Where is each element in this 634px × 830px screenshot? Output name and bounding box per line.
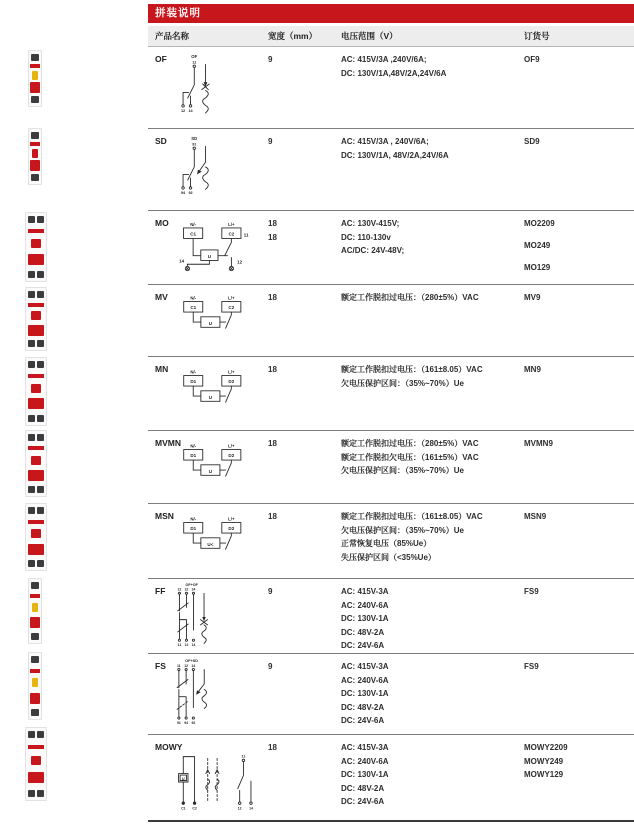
photo-part	[28, 398, 45, 409]
terminal-label: 94	[184, 720, 189, 725]
order-cell: MOWY2209 MOWY249 MOWY129	[524, 743, 568, 779]
photo-part	[32, 71, 38, 80]
terminal-label: 12	[184, 663, 189, 668]
terminal-label: 92	[188, 191, 193, 195]
order-cell: MO2209 MO249 MO129	[524, 219, 555, 272]
terminal-label: 14	[249, 806, 253, 811]
wire-label: L/+	[228, 222, 235, 227]
order-cell: FS9	[524, 662, 539, 671]
product-photo-msn	[25, 503, 47, 571]
table-header	[148, 26, 634, 47]
width-cell: 18	[268, 439, 277, 448]
voltage-cell: AC: 130V-415V; DC: 110-130v AC/DC: 24V-48V;	[341, 219, 405, 255]
wire-label: N/-	[190, 222, 197, 227]
width-cell: 9	[268, 587, 273, 596]
photo-part	[30, 64, 39, 68]
box-label: C2	[228, 231, 235, 237]
terminal-label: 92	[191, 720, 196, 725]
photo-part	[28, 303, 45, 307]
product-cell	[148, 735, 261, 820]
product-name: MSN	[155, 511, 174, 521]
photo-part	[31, 132, 38, 139]
photo-part	[31, 96, 38, 103]
table-row-mvmn	[148, 431, 634, 504]
terminal-label: 12	[237, 806, 242, 811]
photo-part	[28, 772, 45, 783]
terminal-label: 11	[177, 663, 181, 668]
product-name: MO	[155, 218, 169, 228]
width-cell: 9	[268, 137, 273, 146]
product-name: FF	[155, 586, 166, 596]
product-name: MVMN	[155, 438, 181, 448]
photo-part	[30, 160, 39, 171]
circuit-diagram-mn	[174, 367, 262, 407]
product-photo-mv	[25, 287, 47, 351]
terminal-label: 12	[180, 109, 186, 113]
terminal-label: 14	[188, 109, 193, 113]
product-name: FS	[155, 661, 166, 671]
box-label: C2	[228, 305, 235, 311]
box-label: D1	[190, 379, 197, 385]
circuit-diagram-of	[170, 52, 226, 116]
table-row-mowy	[148, 735, 634, 822]
table-row-mo	[148, 211, 634, 285]
photo-part	[31, 709, 38, 716]
width-cell: 18 18	[268, 219, 277, 242]
photo-part	[28, 507, 43, 514]
wire-label: N/-	[190, 369, 197, 375]
photo-part	[31, 656, 38, 663]
product-photo-of	[28, 50, 42, 107]
wire-label: L/+	[228, 295, 235, 301]
photo-part	[28, 434, 43, 441]
width-cell: 9	[268, 55, 273, 64]
table-row-mv	[148, 285, 634, 357]
box-label: U	[181, 776, 185, 781]
box-label: U<	[207, 541, 214, 547]
product-name: MN	[155, 364, 169, 374]
photo-part	[28, 291, 43, 298]
photo-part	[28, 374, 45, 378]
terminal-label: 12	[237, 259, 243, 265]
photo-part	[30, 82, 39, 93]
photo-part	[31, 54, 38, 61]
col-header-width: 宽度（mm）	[268, 31, 318, 41]
box-label: U	[208, 320, 213, 326]
photo-part	[31, 529, 41, 538]
width-cell: 18	[268, 293, 277, 302]
terminal-label: 12	[184, 642, 189, 647]
assembly-table	[148, 4, 634, 822]
photo-part	[32, 678, 38, 687]
voltage-cell: AC: 415V-3A AC: 240V-6A DC: 130V-1A DC: 48V-2A DC: 24V-6A	[341, 662, 389, 725]
photo-part	[30, 594, 39, 598]
terminal-label: 14	[179, 258, 185, 264]
product-photo-mo	[25, 212, 47, 282]
photo-part	[28, 325, 45, 336]
box-label: C1	[190, 305, 197, 311]
order-cell: FS9	[524, 587, 539, 596]
photo-part	[28, 254, 45, 265]
photo-part	[31, 311, 41, 320]
photo-part	[28, 520, 45, 524]
section-title: 拼装说明	[148, 4, 634, 23]
photo-part	[28, 731, 43, 738]
photo-part	[28, 470, 45, 481]
order-cell: SD9	[524, 137, 540, 146]
product-photo-ff	[28, 578, 42, 644]
box-label: D2	[228, 526, 235, 532]
photo-part	[31, 633, 38, 640]
voltage-cell: 额定工作脱扣过电压：（280±5%）VAC 额定工作脱扣欠电压：（161±5%）VAC 欠电压保护区间：（35%~70%）Ue	[341, 439, 479, 475]
product-cell	[148, 285, 261, 356]
voltage-cell: 额定工作脱扣过电压：（280±5%）VAC	[341, 293, 479, 302]
diagram-caption: SD	[191, 135, 198, 141]
circuit-diagram-msn	[174, 514, 262, 554]
order-cell: MN9	[524, 365, 541, 374]
order-cell: MV9	[524, 293, 541, 302]
wire-label: N/-	[190, 516, 197, 522]
photo-part	[28, 446, 45, 450]
table-row-fs	[148, 654, 634, 735]
terminal-label: 11	[241, 754, 246, 759]
box-label: D1	[190, 453, 197, 459]
voltage-cell: 额定工作脱扣过电压：（161±8.05）VAC 欠电压保护区间：（35%~70%）Ue	[341, 365, 483, 388]
box-label: D1	[190, 526, 197, 532]
circuit-diagram-mo	[174, 219, 262, 277]
terminal-label: 22	[184, 587, 189, 592]
product-cell	[148, 579, 261, 653]
circuit-diagram-mowy	[172, 749, 266, 815]
photo-part	[28, 415, 43, 422]
terminal-label: 91	[176, 720, 181, 725]
voltage-cell: 额定工作脱扣过电压：（161±8.05）VAC 欠电压保护区间：（35%~70%）Ue 正常恢复电压（85%Ue） 失压保护区间（<35%Ue）	[341, 512, 483, 562]
terminal-label: C1	[181, 806, 186, 811]
photo-part	[31, 384, 41, 393]
table-row-sd	[148, 129, 634, 211]
box-label: C1	[190, 231, 197, 237]
product-cell	[148, 504, 261, 578]
photo-part	[28, 745, 45, 749]
photo-part	[28, 790, 43, 797]
photo-part	[30, 617, 39, 628]
order-cell: MSN9	[524, 512, 547, 521]
table-row-of	[148, 47, 634, 129]
box-label: D2	[228, 453, 235, 459]
circuit-diagram-mv	[174, 293, 262, 333]
voltage-cell: AC: 415V/3A ,240V/6A; DC: 130V/1A,48V/2A,24V/6A	[341, 55, 447, 78]
box-label: D2	[228, 379, 235, 385]
width-cell: 9	[268, 662, 273, 671]
product-photo-mvmn	[25, 430, 47, 497]
product-cell	[148, 211, 261, 284]
table-row-mn	[148, 357, 634, 431]
terminal-label: 11	[192, 60, 197, 65]
photo-part	[30, 693, 39, 704]
product-photo-mowy	[25, 727, 47, 801]
terminal-label: 94	[180, 191, 186, 195]
product-name: MV	[155, 292, 168, 302]
product-cell	[148, 129, 261, 210]
table-row-msn	[148, 504, 634, 579]
table-row-ff	[148, 579, 634, 654]
circuit-diagram-fs	[168, 656, 226, 732]
product-name: MOWY	[155, 742, 183, 752]
photo-part	[31, 239, 41, 248]
col-header-voltage: 电压范围（V）	[341, 31, 398, 41]
col-header-product: 产品名称	[155, 31, 190, 41]
width-cell: 18	[268, 512, 277, 521]
voltage-cell: AC: 415V-3A AC: 240V-6A DC: 130V-1A DC: 48V-2A DC: 24V-6A	[341, 587, 389, 650]
circuit-diagram-ff	[168, 581, 226, 653]
product-name: SD	[155, 136, 167, 146]
width-cell: 18	[268, 743, 277, 752]
terminal-label: 91	[192, 142, 197, 147]
photo-part	[28, 560, 43, 567]
photo-part	[31, 456, 41, 465]
voltage-cell: AC: 415V-3A AC: 240V-6A DC: 130V-1A DC: 48V-2A DC: 24V-6A	[341, 743, 389, 806]
voltage-cell: AC: 415V/3A , 240V/6A; DC: 130V/1A, 48V/2A,24V/6A	[341, 137, 449, 160]
product-cell	[148, 47, 261, 128]
photo-part	[28, 216, 43, 223]
terminal-label: 14	[191, 642, 196, 647]
product-name: OF	[155, 54, 167, 64]
photo-part	[31, 174, 38, 181]
wire-label: N/-	[190, 443, 197, 449]
product-cell	[148, 654, 261, 734]
terminal-label: 21	[177, 587, 182, 592]
box-label: U	[208, 468, 213, 474]
order-cell: OF9	[524, 55, 540, 64]
wire-label: L/+	[228, 516, 235, 522]
product-cell	[148, 431, 261, 503]
photo-part	[31, 756, 41, 765]
wire-label: L/+	[228, 443, 235, 449]
circuit-diagram-mvmn	[174, 441, 262, 481]
photo-part	[28, 271, 43, 278]
col-header-order: 订货号	[524, 31, 550, 41]
box-label: U	[207, 254, 212, 260]
photo-part	[28, 340, 43, 347]
circuit-diagram-sd	[170, 134, 226, 198]
terminal-label: C2	[192, 806, 197, 811]
width-cell: 18	[268, 365, 277, 374]
terminal-label: 11	[177, 642, 182, 647]
product-photo-sd	[28, 128, 42, 185]
photo-part	[28, 544, 45, 555]
wire-label: L/+	[228, 369, 235, 375]
product-photo-fs	[28, 652, 42, 720]
photo-part	[28, 229, 45, 233]
diagram-caption: OF+OF	[185, 582, 198, 587]
terminal-label: 14	[191, 663, 196, 668]
photo-part	[30, 669, 39, 673]
photo-part	[32, 603, 38, 612]
product-cell	[148, 357, 261, 430]
order-cell: MVMN9	[524, 439, 553, 448]
box-label: U	[208, 394, 213, 400]
photo-part	[32, 149, 38, 158]
photo-part	[28, 361, 43, 368]
terminal-label: 11	[243, 232, 249, 238]
diagram-caption: OF	[191, 53, 198, 59]
terminal-label: 24	[191, 587, 196, 592]
photo-part	[28, 486, 43, 493]
photo-part	[30, 142, 39, 146]
wire-label: N/-	[190, 295, 197, 301]
photo-part	[31, 582, 38, 589]
product-photo-mn	[25, 357, 47, 426]
diagram-caption: OF+SD	[185, 658, 198, 663]
